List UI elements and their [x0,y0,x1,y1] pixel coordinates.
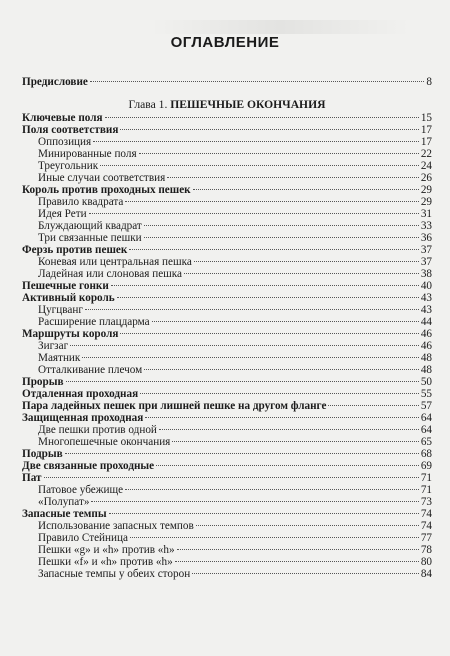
toc-entry [22,124,432,136]
dot-leader [130,537,419,538]
toc-entry [22,172,432,184]
toc-entry-page: 71 [420,484,432,496]
dot-leader [85,309,419,310]
toc-entry [22,448,432,460]
toc-entry-page: 31 [420,208,432,220]
toc-entry [22,340,432,352]
toc-entry-page: 24 [420,160,432,172]
toc-entry [22,376,432,388]
toc-entry [22,400,432,412]
toc-entry-page: 33 [420,220,432,232]
toc-entry [22,148,432,160]
dot-leader [145,417,419,418]
toc-entry [22,256,432,268]
toc-entry-label: Поля соответствия [22,124,119,136]
toc-entry-label: Защищенная проходная [22,412,144,424]
toc-entry [22,292,432,304]
toc-entry-page: 57 [420,400,432,412]
dot-leader [328,405,418,406]
toc-entry [22,304,432,316]
dot-leader [120,333,418,334]
dot-leader [100,165,419,166]
toc-entry-label: Цугцванг [38,304,83,316]
toc-entry-label: Пат [22,472,42,484]
toc-entry-page: 69 [420,460,432,472]
dot-leader [125,201,418,202]
dot-leader [192,573,419,574]
toc-entry-label: Маршруты короля [22,328,119,340]
toc-entry-page: 64 [420,412,432,424]
toc-entry [22,520,432,532]
dot-leader [167,177,419,178]
dot-leader [152,321,419,322]
chapter-title: ПЕШЕЧНЫЕ ОКОНЧАНИЯ [170,98,326,111]
toc-entry [22,244,432,256]
toc-entry-label: Запасные темпы у обеих сторон [38,568,191,580]
dot-leader [117,297,419,298]
toc-entry-label: Ферзь против пешек [22,244,128,256]
toc-entry-page: 55 [420,388,432,400]
toc-entry-label: Идея Рети [38,208,87,220]
toc-entry-page: 50 [420,376,432,388]
toc-entry-label: Пара ладейных пешек при лишней пешке на другом фланге [22,400,327,412]
toc-entry-page: 84 [420,568,432,580]
dot-leader [65,453,419,454]
dot-leader [66,381,419,382]
toc-entry-label: Две пешки против одной [38,424,157,436]
toc-entry [22,436,432,448]
dot-leader [184,273,419,274]
dot-leader [139,153,419,154]
toc-entry-page: 17 [420,124,432,136]
toc-entry-label: Отталкивание плечом [38,364,143,376]
page-title: ОГЛАВЛЕНИЕ [170,34,280,51]
toc-entry [22,472,432,484]
toc-entry-label: Треугольник [38,160,99,172]
toc-entry-page: 43 [420,304,432,316]
toc-entry-label: Использование запасных темпов [38,520,194,532]
toc-entry [22,352,432,364]
toc-entry-page: 17 [420,136,432,148]
toc-entry-label: Король против проходных пешек [22,184,191,196]
toc-entry [22,544,432,556]
toc-entry [22,280,432,292]
toc-entry-label: Ключевые поля [22,112,103,124]
dot-leader [196,525,419,526]
toc-entry-page: 48 [420,352,432,364]
dot-leader [144,369,419,370]
toc-entry-page: 29 [420,196,432,208]
toc-entries [22,112,432,580]
dot-leader [125,489,419,490]
toc-entry-label: Минированные поля [38,148,137,160]
toc-entry [22,112,432,124]
dot-leader [177,549,419,550]
toc-entry-page: 71 [420,472,432,484]
toc-entry-page: 44 [420,316,432,328]
toc-entry-page: 80 [420,556,432,568]
toc-entry-page: 38 [420,268,432,280]
toc-entry-page: 15 [420,112,432,124]
dot-leader [91,501,418,502]
toc-entry-page: 48 [420,364,432,376]
dot-leader [175,561,419,562]
toc-entry-label: Коневая или центральная пешка [38,256,192,268]
toc-entry-label: Маятник [38,352,81,364]
dot-leader [159,429,419,430]
toc-entry [22,328,432,340]
toc-entry [22,460,432,472]
toc-entry-label: Расширение плацдарма [38,316,150,328]
toc-entry [22,496,432,508]
toc-entry [22,568,432,580]
toc-entry-label: Иные случаи соответствия [38,172,166,184]
dot-leader [82,357,418,358]
toc-entry-page: 22 [420,148,432,160]
dot-leader [89,213,419,214]
toc-entry-label: Многопешечные окончания [38,436,171,448]
toc-entry-label: Пешки «f» и «h» против «h» [38,556,173,568]
toc-entry-page: 43 [420,292,432,304]
toc-entry [22,424,432,436]
toc-entry [22,220,432,232]
toc-entry [22,532,432,544]
toc-entry-page: 8 [426,76,432,88]
toc-entry [22,364,432,376]
toc-entry-page: 74 [420,520,432,532]
toc-entry-label: Прорыв [22,376,64,388]
toc-entry [22,556,432,568]
table-of-contents [22,76,432,580]
toc-entry-label: Запасные темпы [22,508,107,520]
dot-leader [105,117,419,118]
toc-entry [22,316,432,328]
dot-leader [172,441,418,442]
dot-leader [120,129,418,130]
toc-entry-label: Оппозиция [38,136,92,148]
toc-entry-page: 65 [420,436,432,448]
toc-entry-label: Предисловие [22,76,88,88]
toc-entry [22,268,432,280]
toc-entry [22,136,432,148]
toc-entry-label: Правило Стейница [38,532,128,544]
dot-leader [144,225,419,226]
dot-leader [111,285,419,286]
chapter-prefix: Глава 1. [128,98,168,111]
dot-leader [90,81,425,82]
chapter-heading [22,98,432,111]
toc-entry-label: Активный король [22,292,115,304]
toc-entry-page: 74 [420,508,432,520]
toc-entry-label: Три связанные пешки [38,232,142,244]
toc-entry [22,232,432,244]
toc-entry-label: «Полупат» [38,496,90,508]
toc-entry-label: Отдаленная проходная [22,388,139,400]
dot-leader [44,477,419,478]
toc-entry-page: 36 [420,232,432,244]
toc-entry-label: Пешки «g» и «h» против «h» [38,544,175,556]
toc-entry [22,508,432,520]
toc-entry-page: 64 [420,424,432,436]
toc-entry-label: Правило квадрата [38,196,124,208]
toc-entry [22,196,432,208]
bleed-through-shadow [150,20,410,34]
toc-entry-page: 77 [420,532,432,544]
toc-entry [22,484,432,496]
toc-entry-page: 73 [420,496,432,508]
toc-entry-page: 68 [420,448,432,460]
dot-leader [129,249,419,250]
toc-entry-label: Блуждающий квадрат [38,220,142,232]
toc-entry [22,160,432,172]
toc-entry [22,184,432,196]
toc-entry [22,208,432,220]
dot-leader [93,141,419,142]
dot-leader [144,237,419,238]
dot-leader [70,345,419,346]
toc-entry-label: Две связанные проходные [22,460,155,472]
toc-entry-label: Подрыв [22,448,63,460]
toc-preface [22,76,432,88]
dot-leader [140,393,419,394]
toc-entry-label: Патовое убежище [38,484,124,496]
dot-leader [193,189,419,190]
toc-entry-page: 40 [420,280,432,292]
dot-leader [156,465,419,466]
dot-leader [194,261,419,262]
toc-entry [22,412,432,424]
toc-entry-page: 46 [420,328,432,340]
toc-entry-label: Пешечные гонки [22,280,109,292]
dot-leader [109,513,419,514]
toc-entry-page: 37 [420,244,432,256]
toc-entry-label: Зигзаг [38,340,69,352]
toc-entry-page: 26 [420,172,432,184]
toc-entry-page: 29 [420,184,432,196]
toc-entry-page: 78 [420,544,432,556]
toc-entry-page: 37 [420,256,432,268]
toc-entry-label: Ладейная или слоновая пешка [38,268,183,280]
toc-entry [22,388,432,400]
toc-entry-page: 46 [420,340,432,352]
